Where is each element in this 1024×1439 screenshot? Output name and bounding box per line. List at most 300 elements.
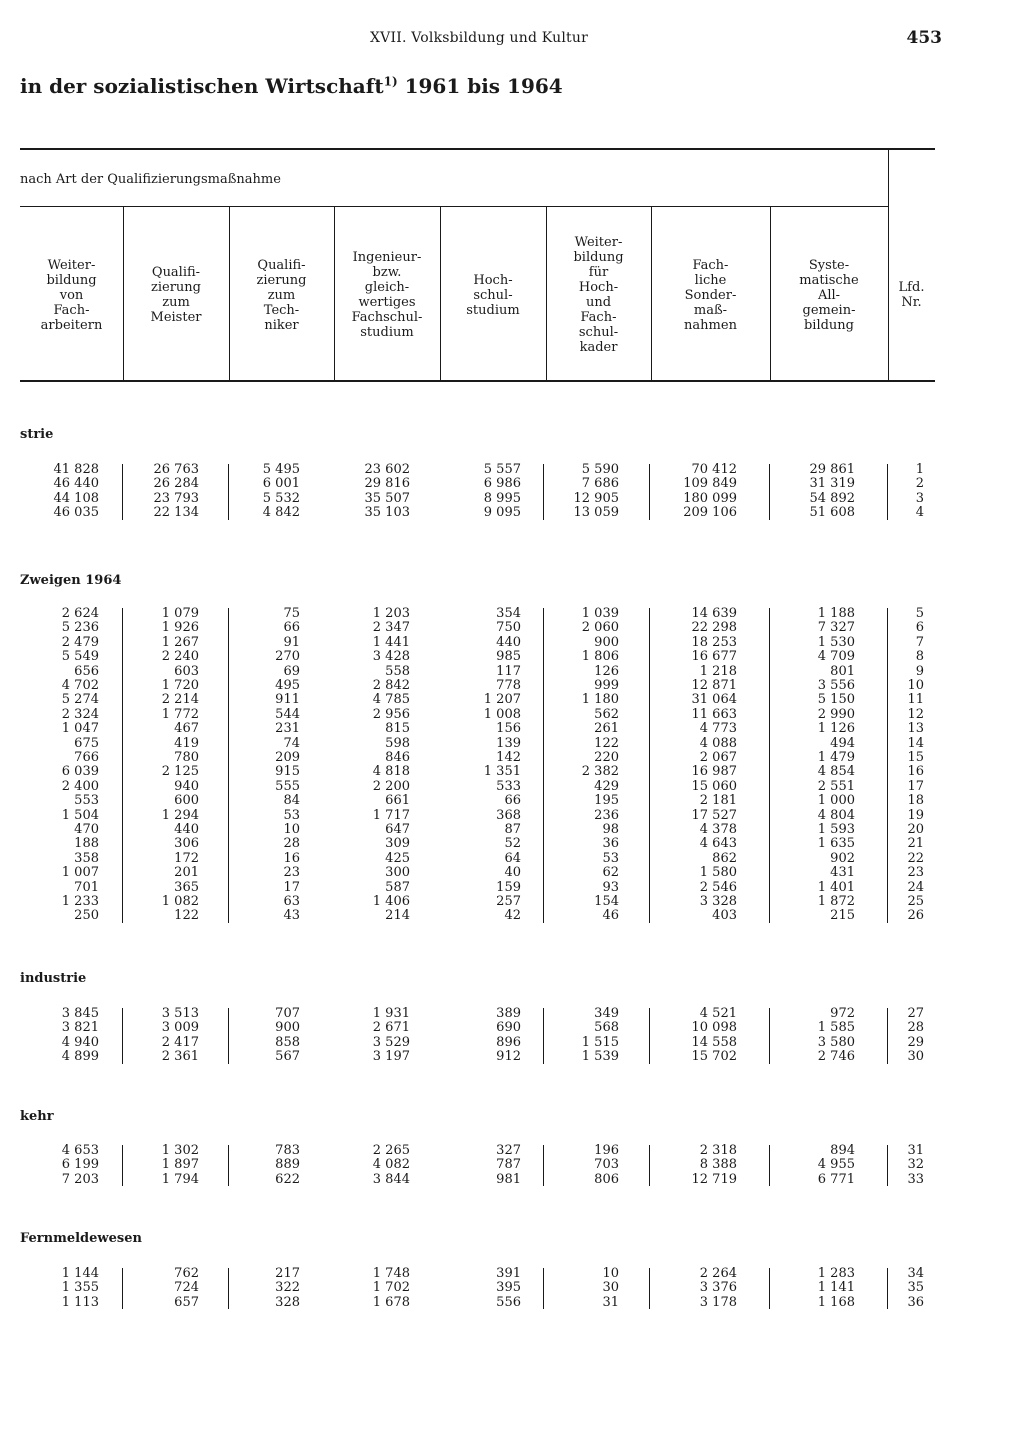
row-number: 12: [907, 706, 924, 722]
row-number: 11: [907, 692, 924, 708]
table-cell: 2 214: [161, 692, 199, 708]
table-header-rule: [20, 206, 888, 207]
table-cell: 1 717: [372, 807, 410, 823]
table-cell: 656: [74, 663, 99, 679]
table-cell: 66: [504, 793, 521, 809]
table-cell: 4 773: [699, 721, 737, 737]
row-number: 3: [915, 490, 924, 506]
table-cell: 172: [174, 850, 199, 866]
table-cell: 2 551: [817, 778, 855, 794]
table-cell: 16 677: [691, 649, 737, 665]
table-cell: 63: [283, 894, 300, 909]
table-cell: 35 507: [364, 490, 410, 506]
table-cell: 1 294: [161, 807, 199, 823]
table-cell: 2 318: [699, 1143, 737, 1158]
table-cell: 10 098: [691, 1020, 737, 1036]
table-cell: 1 720: [161, 678, 199, 693]
table-cell: 1 897: [161, 1157, 199, 1173]
table-cell: 555: [275, 778, 300, 794]
table-cell: 981: [496, 1171, 521, 1187]
table-cell: 154: [594, 894, 619, 909]
table-cell: 5 236: [61, 620, 99, 636]
table-cell: 701: [74, 879, 99, 895]
table-cell: 54 892: [809, 490, 855, 506]
table-cell: 4 653: [61, 1143, 99, 1158]
row-number: 30: [907, 1049, 924, 1065]
table-cell: 2 361: [161, 1049, 199, 1065]
column-header-label: Ingenieur- bzw. gleich- wertiges Fachschul- studium: [351, 250, 423, 340]
table-cell: 587: [385, 879, 410, 895]
table-cell: 2 417: [161, 1034, 199, 1050]
table-cell: 3 376: [699, 1280, 737, 1296]
table-cell: 5 549: [61, 649, 99, 665]
table-cell: 2 990: [817, 706, 855, 722]
table-cell: 622: [275, 1171, 300, 1187]
table-cell: 419: [174, 735, 199, 751]
table-cell: 6 001: [262, 476, 300, 492]
table-cell: 1 113: [61, 1294, 99, 1310]
table-cell: 553: [74, 793, 99, 809]
table-cell: 354: [496, 606, 521, 621]
row-number: 1: [915, 462, 924, 477]
column-header: [440, 210, 546, 380]
table-cell: 62: [602, 865, 619, 881]
table-cell: 257: [496, 894, 521, 909]
table-cell: 4 899: [61, 1049, 99, 1065]
table-cell: 2 265: [372, 1143, 410, 1158]
table-cell: 1 401: [817, 879, 855, 895]
table-cell: 889: [275, 1157, 300, 1173]
row-number: 18: [907, 793, 924, 809]
column-header: [20, 210, 123, 380]
table-cell: 261: [594, 721, 619, 737]
section-title: industrie: [20, 971, 87, 986]
table-cell: 558: [385, 663, 410, 679]
table-cell: 1 168: [817, 1294, 855, 1310]
table-row: [0, 463, 1024, 477]
row-number: 5: [915, 606, 924, 621]
table-cell: 3 009: [161, 1020, 199, 1036]
row-number: 21: [907, 836, 924, 852]
table-cell: 862: [712, 850, 737, 866]
table-cell: 2 264: [699, 1266, 737, 1281]
table-cell: 142: [496, 750, 521, 765]
row-number: 4: [915, 505, 924, 521]
table-cell: 180 099: [683, 490, 737, 506]
table-cell: 69: [283, 663, 300, 679]
table-cell: 1 079: [161, 606, 199, 621]
table-cell: 1 504: [61, 807, 99, 823]
table-cell: 75: [283, 606, 300, 621]
table-cell: 1 794: [161, 1171, 199, 1187]
table-row: [0, 909, 1024, 923]
table-cell: 41 828: [53, 462, 99, 477]
row-number: 16: [907, 764, 924, 780]
table-cell: 4 378: [699, 822, 737, 837]
table-row: [0, 693, 1024, 707]
table-cell: 1 082: [161, 894, 199, 909]
table-cell: 1 218: [699, 663, 737, 679]
table-cell: 7 203: [61, 1171, 99, 1187]
table-row: [0, 1050, 1024, 1064]
table-cell: 1 441: [372, 634, 410, 650]
table-cell: 15 060: [691, 778, 737, 794]
page-number: 453: [906, 28, 942, 48]
table-row: [0, 895, 1024, 909]
column-header-label: Weiter- bildung für Hoch- und Fach- schul- kader: [573, 235, 624, 355]
table-cell: 2 671: [372, 1020, 410, 1036]
table-cell: 600: [174, 793, 199, 809]
section-title: Fernmeldewesen: [20, 1231, 142, 1246]
table-cell: 5 532: [262, 490, 300, 506]
table-cell: 1 007: [61, 865, 99, 881]
table-cell: 1 283: [817, 1266, 855, 1281]
table-cell: 707: [275, 1006, 300, 1021]
row-number: 28: [907, 1020, 924, 1036]
table-cell: 389: [496, 1006, 521, 1021]
table-cell: 431: [830, 865, 855, 881]
table-row: [0, 837, 1024, 851]
table-cell: 762: [174, 1266, 199, 1281]
table-cell: 87: [504, 822, 521, 837]
table-row: [0, 1144, 1024, 1158]
table-cell: 9 095: [483, 505, 521, 521]
table-cell: 46 035: [53, 505, 99, 521]
table-cell: 2 479: [61, 634, 99, 650]
table-cell: 985: [496, 649, 521, 665]
table-cell: 1 702: [372, 1280, 410, 1296]
table-cell: 1 233: [61, 894, 99, 909]
row-number: 36: [907, 1294, 924, 1310]
table-cell: 23: [283, 865, 300, 881]
table-cell: 3 428: [372, 649, 410, 665]
table-cell: 4 940: [61, 1034, 99, 1050]
table-cell: 3 844: [372, 1171, 410, 1187]
table-cell: 196: [594, 1143, 619, 1158]
column-header: [546, 210, 651, 380]
table-cell: 4 804: [817, 807, 855, 823]
table-cell: 495: [275, 678, 300, 693]
table-cell: 270: [275, 649, 300, 665]
table-cell: 6 199: [61, 1157, 99, 1173]
table-cell: 900: [275, 1020, 300, 1036]
table-cell: 1 926: [161, 620, 199, 636]
table-cell: 467: [174, 721, 199, 737]
table-cell: 84: [283, 793, 300, 809]
page-title: [20, 74, 563, 98]
table-cell: 16: [283, 850, 300, 866]
table-cell: 2 240: [161, 649, 199, 665]
table-cell: 4 842: [262, 505, 300, 521]
table-cell: 3 529: [372, 1034, 410, 1050]
table-cell: 1 515: [581, 1034, 619, 1050]
table-cell: 126: [594, 663, 619, 679]
table-cell: 2 624: [61, 606, 99, 621]
table-cell: 2 125: [161, 764, 199, 780]
table-cell: 787: [496, 1157, 521, 1173]
table-row: [0, 665, 1024, 679]
column-header-label: Syste- matische All- gemein- bildung: [799, 257, 859, 333]
table-cell: 46: [602, 908, 619, 924]
table-cell: 98: [602, 822, 619, 837]
table-cell: 603: [174, 663, 199, 679]
row-number: 24: [907, 879, 924, 895]
table-cell: 3 821: [61, 1020, 99, 1036]
table-cell: 322: [275, 1280, 300, 1296]
table-cell: 896: [496, 1034, 521, 1050]
table-cell: 3 178: [699, 1294, 737, 1310]
table-cell: 16 987: [691, 764, 737, 780]
column-header: [123, 210, 229, 380]
column-header: [229, 210, 334, 380]
table-cell: 40: [504, 865, 521, 881]
table-cell: 391: [496, 1266, 521, 1281]
table-row: [0, 1296, 1024, 1310]
row-number: 33: [907, 1171, 924, 1187]
title-text: in der sozialistischen Wirtschaft: [20, 74, 384, 98]
table-row: [0, 621, 1024, 635]
title-years: 1961 bis 1964: [404, 74, 563, 98]
table-cell: 858: [275, 1034, 300, 1050]
table-cell: 3 197: [372, 1049, 410, 1065]
table-cell: 806: [594, 1171, 619, 1187]
row-number: 19: [907, 807, 924, 823]
table-row: [0, 607, 1024, 621]
table-row: [0, 477, 1024, 491]
table-row: [0, 1036, 1024, 1050]
table-cell: 43: [283, 908, 300, 924]
table-cell: 5 590: [581, 462, 619, 477]
table-row: [0, 866, 1024, 880]
row-number: 13: [907, 721, 924, 737]
table-cell: 1 047: [61, 721, 99, 737]
table-row: [0, 780, 1024, 794]
table-cell: 911: [275, 692, 300, 708]
table-cell: 53: [283, 807, 300, 823]
row-number: 6: [915, 620, 924, 636]
table-bottom-header-rule: [20, 380, 935, 382]
table-cell: 4 854: [817, 764, 855, 780]
table-cell: 52: [504, 836, 521, 852]
table-row: [0, 1021, 1024, 1035]
table-cell: 368: [496, 807, 521, 823]
table-cell: 358: [74, 850, 99, 866]
table-cell: 4 088: [699, 735, 737, 751]
table-cell: 2 067: [699, 750, 737, 765]
table-cell: 533: [496, 778, 521, 794]
table-cell: 1 000: [817, 793, 855, 809]
row-number: 34: [907, 1266, 924, 1281]
table-cell: 306: [174, 836, 199, 852]
table-cell: 6 986: [483, 476, 521, 492]
table-cell: 544: [275, 706, 300, 722]
table-cell: 2 546: [699, 879, 737, 895]
table-cell: 15 702: [691, 1049, 737, 1065]
table-row: [0, 708, 1024, 722]
table-cell: 1 302: [161, 1143, 199, 1158]
table-row: [0, 852, 1024, 866]
table-cell: 10: [283, 822, 300, 837]
table-cell: 724: [174, 1280, 199, 1296]
table-cell: 139: [496, 735, 521, 751]
row-number: 29: [907, 1034, 924, 1050]
table-cell: 5 557: [483, 462, 521, 477]
table-cell: 1 593: [817, 822, 855, 837]
table-cell: 4 082: [372, 1157, 410, 1173]
table-cell: 4 955: [817, 1157, 855, 1173]
table-cell: 349: [594, 1006, 619, 1021]
table-cell: 74: [283, 735, 300, 751]
table-cell: 64: [504, 850, 521, 866]
table-cell: 2 956: [372, 706, 410, 722]
table-cell: 201: [174, 865, 199, 881]
table-cell: 1 635: [817, 836, 855, 852]
table-cell: 3 845: [61, 1006, 99, 1021]
table-cell: 2 200: [372, 778, 410, 794]
running-head: XVII. Volksbildung und Kultur: [370, 30, 588, 46]
table-cell: 250: [74, 908, 99, 924]
table-cell: 91: [283, 634, 300, 650]
table-cell: 29 861: [809, 462, 855, 477]
table-cell: 999: [594, 678, 619, 693]
table-cell: 657: [174, 1294, 199, 1310]
table-row: [0, 1158, 1024, 1172]
table-cell: 23 602: [364, 462, 410, 477]
table-cell: 902: [830, 850, 855, 866]
table-row: [0, 751, 1024, 765]
table-cell: 690: [496, 1020, 521, 1036]
table-cell: 1 008: [483, 706, 521, 722]
table-cell: 14 558: [691, 1034, 737, 1050]
group-caption: nach Art der Qualifizierungsmaßnahme: [20, 172, 281, 187]
table-cell: 220: [594, 750, 619, 765]
column-header-label: Weiter- bildung von Fach- arbeitern: [40, 257, 103, 333]
table-cell: 395: [496, 1280, 521, 1296]
table-cell: 17: [283, 879, 300, 895]
table-cell: 28: [283, 836, 300, 852]
table-cell: 17 527: [691, 807, 737, 823]
row-number: 2: [915, 476, 924, 492]
table-cell: 122: [174, 908, 199, 924]
row-number: 26: [907, 908, 924, 924]
table-cell: 231: [275, 721, 300, 737]
table-row: [0, 881, 1024, 895]
table-cell: 11 663: [691, 706, 737, 722]
table-cell: 556: [496, 1294, 521, 1310]
table-cell: 2 324: [61, 706, 99, 722]
table-cell: 12 871: [691, 678, 737, 693]
section-title: strie: [20, 427, 54, 442]
table-cell: 972: [830, 1006, 855, 1021]
table-cell: 5 495: [262, 462, 300, 477]
table-cell: 18 253: [691, 634, 737, 650]
table-cell: 1 351: [483, 764, 521, 780]
table-cell: 2 382: [581, 764, 619, 780]
table-cell: 783: [275, 1143, 300, 1158]
table-cell: 403: [712, 908, 737, 924]
table-cell: 8 995: [483, 490, 521, 506]
row-number: 10: [907, 678, 924, 693]
table-cell: 2 842: [372, 678, 410, 693]
table-cell: 440: [496, 634, 521, 650]
table-row: [0, 823, 1024, 837]
table-cell: 900: [594, 634, 619, 650]
table-cell: 568: [594, 1020, 619, 1036]
column-header-label: Hoch- schul- studium: [466, 272, 520, 318]
table-cell: 209 106: [683, 505, 737, 521]
table-cell: 1 678: [372, 1294, 410, 1310]
table-cell: 915: [275, 764, 300, 780]
table-cell: 2 746: [817, 1049, 855, 1065]
table-cell: 3 513: [161, 1006, 199, 1021]
row-number: 7: [915, 634, 924, 650]
table-cell: 846: [385, 750, 410, 765]
table-cell: 214: [385, 908, 410, 924]
table-cell: 1 406: [372, 894, 410, 909]
table-cell: 3 556: [817, 678, 855, 693]
table-row: [0, 1007, 1024, 1021]
table-cell: 1 355: [61, 1280, 99, 1296]
column-header: [888, 210, 935, 380]
table-cell: 1 585: [817, 1020, 855, 1036]
table-cell: 109 849: [683, 476, 737, 492]
table-cell: 93: [602, 879, 619, 895]
row-number: 27: [907, 1006, 924, 1021]
table-cell: 703: [594, 1157, 619, 1173]
table-cell: 647: [385, 822, 410, 837]
table-cell: 4 643: [699, 836, 737, 852]
table-cell: 2 400: [61, 778, 99, 794]
table-cell: 365: [174, 879, 199, 895]
row-number: 8: [915, 649, 924, 665]
section-title: Zweigen 1964: [20, 573, 122, 588]
table-cell: 470: [74, 822, 99, 837]
table-cell: 300: [385, 865, 410, 881]
table-cell: 894: [830, 1143, 855, 1158]
table-row: [0, 722, 1024, 736]
table-cell: 31 319: [809, 476, 855, 492]
table-cell: 766: [74, 750, 99, 765]
row-number: 23: [907, 865, 924, 881]
table-cell: 4 521: [699, 1006, 737, 1021]
table-cell: 30: [602, 1280, 619, 1296]
row-number: 22: [907, 850, 924, 866]
table-cell: 1 126: [817, 721, 855, 737]
table-cell: 2 060: [581, 620, 619, 636]
table-cell: 70 412: [691, 462, 737, 477]
table-row: [0, 794, 1024, 808]
table-cell: 1 539: [581, 1049, 619, 1065]
table-cell: 53: [602, 850, 619, 866]
table-cell: 567: [275, 1049, 300, 1065]
row-number: 20: [907, 822, 924, 837]
table-cell: 14 639: [691, 606, 737, 621]
table-cell: 815: [385, 721, 410, 737]
row-number: 25: [907, 894, 924, 909]
table-row: [0, 506, 1024, 520]
table-cell: 188: [74, 836, 99, 852]
table-row: [0, 1267, 1024, 1281]
table-cell: 780: [174, 750, 199, 765]
row-number: 35: [907, 1280, 924, 1296]
table-cell: 26 763: [153, 462, 199, 477]
table-cell: 66: [283, 620, 300, 636]
table-top-rule: [20, 148, 935, 150]
table-cell: 801: [830, 663, 855, 679]
table-cell: 236: [594, 807, 619, 823]
table-cell: 429: [594, 778, 619, 794]
table-cell: 1 203: [372, 606, 410, 621]
